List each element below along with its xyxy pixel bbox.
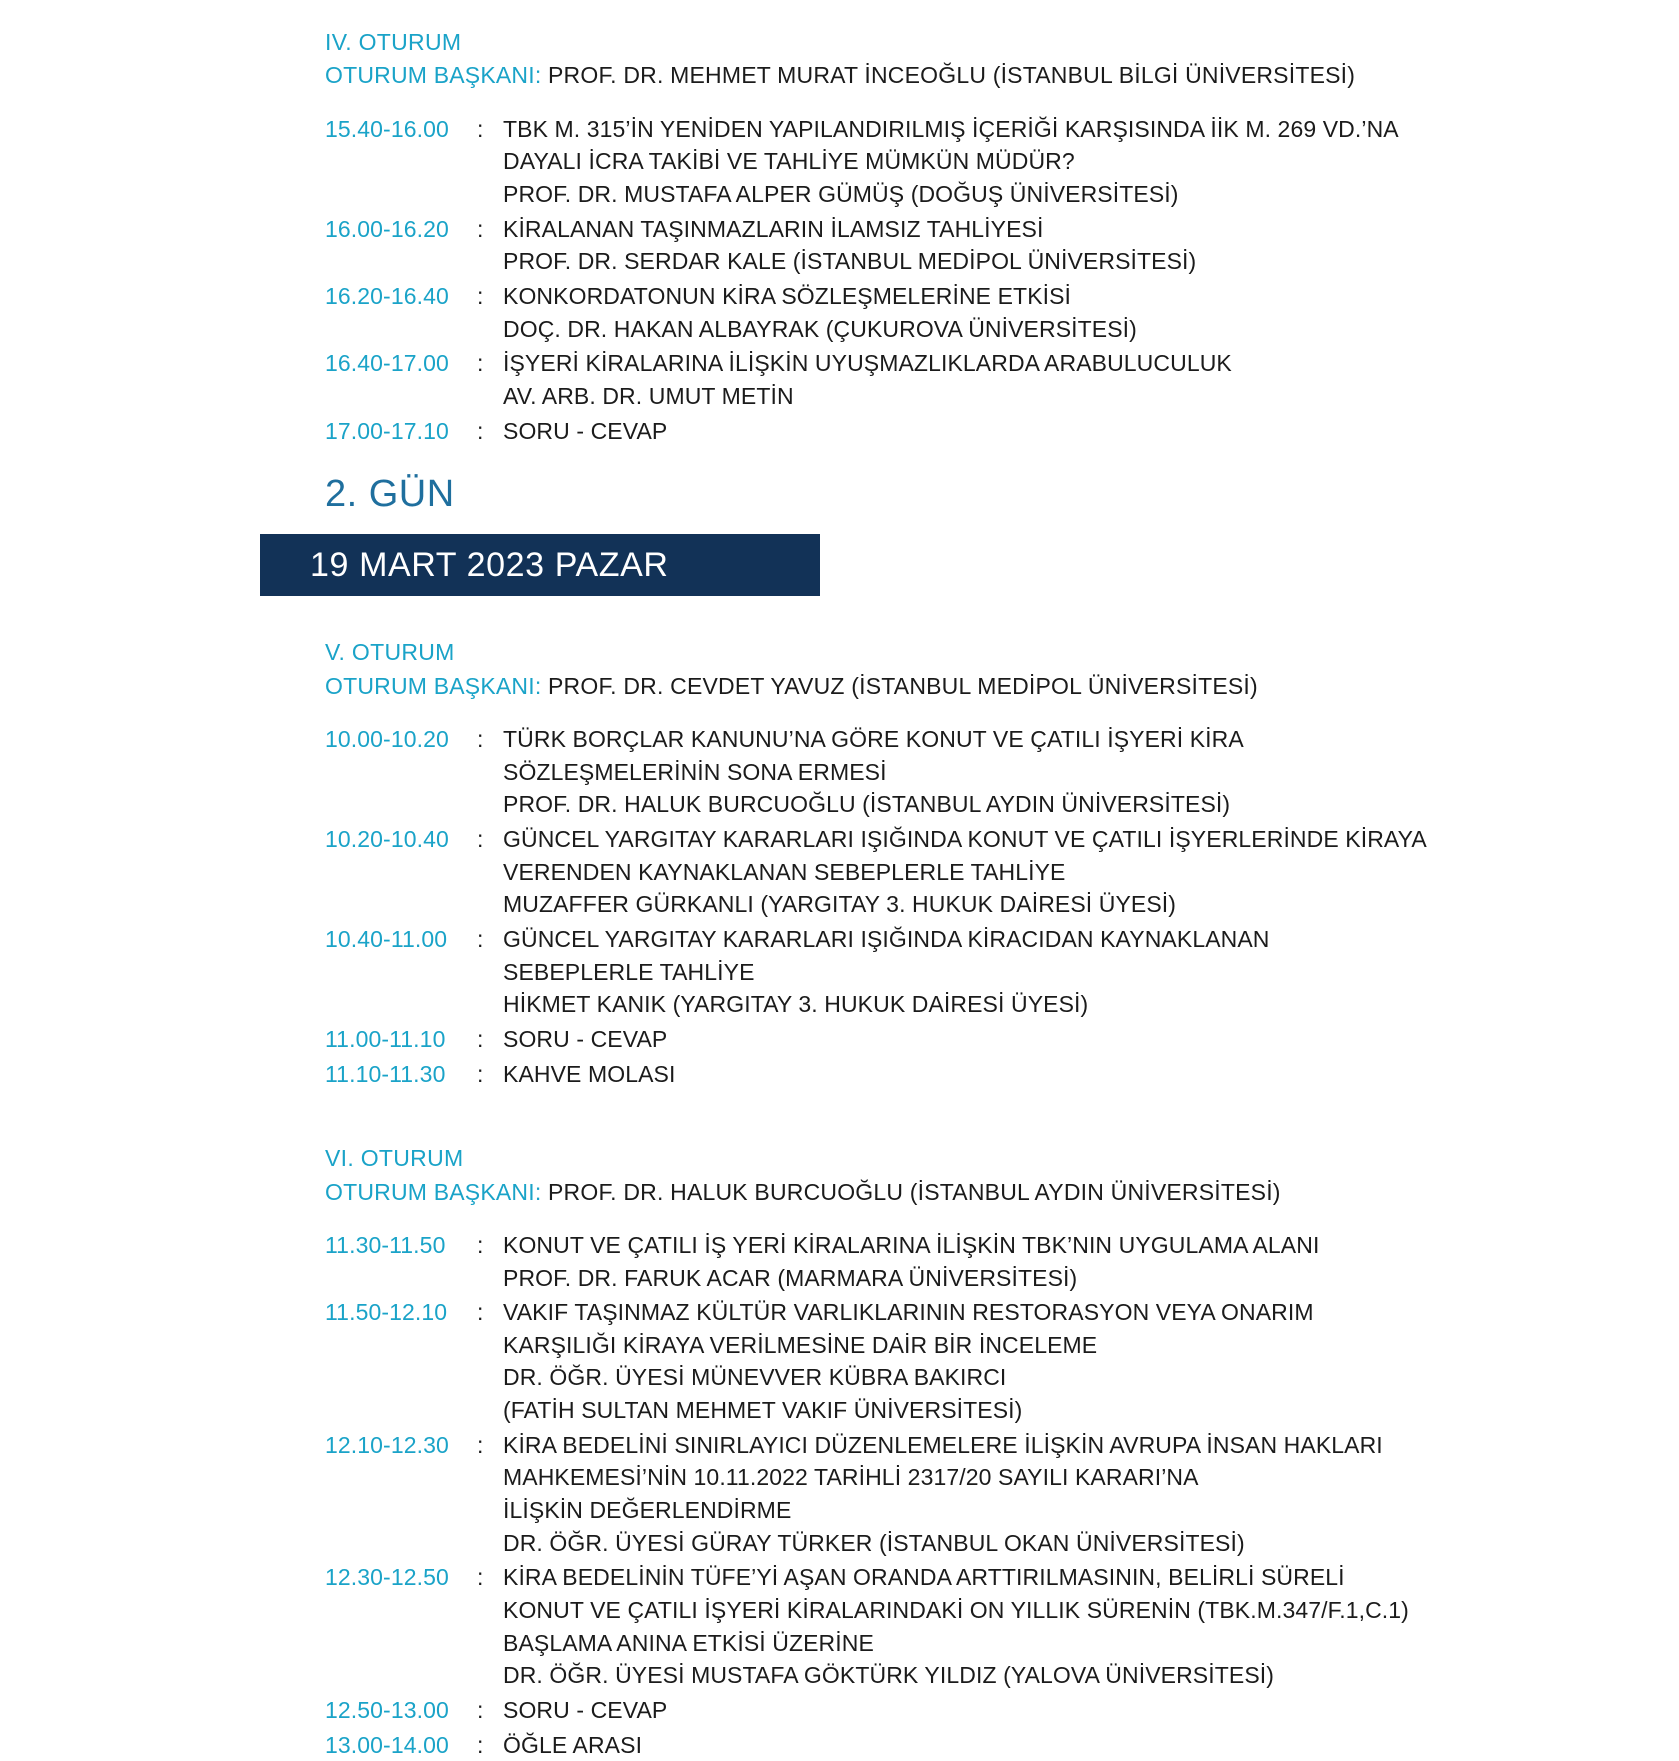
row-line: PROF. DR. SERDAR KALE (İSTANBUL MEDİPOL ÜNİVERSİTESİ) xyxy=(503,248,1197,275)
row-separator: : xyxy=(477,350,484,377)
session-title-4: IV. OTURUM xyxy=(325,29,462,55)
banner-spacer xyxy=(0,596,1679,636)
row-body xyxy=(503,1021,1427,1056)
table-row xyxy=(325,1559,1409,1692)
session-chair-4 xyxy=(325,59,1679,92)
row-line: PROF. DR. HALUK BURCUOĞLU (İSTANBUL AYDIN ÜNİVERSİTESİ) xyxy=(503,791,1231,818)
row-line: TÜRK BORÇLAR KANUNU’NA GÖRE KONUT VE ÇATILI İŞYERİ KİRA xyxy=(503,725,1244,752)
row-line: ÖĞLE ARASI xyxy=(503,1731,643,1758)
row-time: 10.40-11.00 xyxy=(325,925,448,952)
table-row xyxy=(325,821,1427,921)
row-line: HİKMET KANIK (YARGITAY 3. HUKUK DAİRESİ ÜYESİ) xyxy=(503,991,1089,1018)
row-time: 16.20-16.40 xyxy=(325,282,449,309)
row-separator: : xyxy=(477,1299,484,1326)
session-chair-5 xyxy=(325,670,1679,703)
row-line: KONUT VE ÇATILI İŞYERİ KİRALARINDAKİ ON YILLIK SÜRENİN (TBK.M.347/F.1,C.1) xyxy=(503,1597,1409,1624)
schedule-table-5 xyxy=(325,723,1427,1090)
day-label: 2. GÜN xyxy=(325,473,455,516)
table-row xyxy=(325,1294,1409,1427)
row-separator: : xyxy=(477,1731,484,1758)
row-separator: : xyxy=(477,925,484,952)
row-separator: : xyxy=(477,115,484,142)
row-body xyxy=(503,723,1427,821)
row-time: 13.00-14.00 xyxy=(325,1731,449,1758)
session-header-5 xyxy=(325,636,1679,703)
row-body xyxy=(503,278,1399,345)
table-row xyxy=(325,1727,1409,1761)
row-line: SORU - CEVAP xyxy=(503,1025,668,1052)
session-chair-name-5: PROF. DR. CEVDET YAVUZ (İSTANBUL MEDİPOL ÜNİVERSİTESİ) xyxy=(548,672,1258,699)
row-line: VERENDEN KAYNAKLANAN SEBEPLERLE TAHLİYE xyxy=(503,858,1066,885)
date-banner: 19 MART 2023 PAZAR xyxy=(260,534,820,596)
row-time: 12.10-12.30 xyxy=(325,1431,449,1458)
row-line: SORU - CEVAP xyxy=(503,1697,668,1724)
row-separator: : xyxy=(477,825,484,852)
row-time: 17.00-17.10 xyxy=(325,417,449,444)
session-chair-name-4: PROF. DR. MEHMET MURAT İNCEOĞLU (İSTANBUL BİLGİ ÜNİVERSİTESİ) xyxy=(548,62,1356,89)
row-body xyxy=(503,1056,1427,1091)
row-separator: : xyxy=(477,1564,484,1591)
row-separator: : xyxy=(477,1431,484,1458)
row-body xyxy=(503,1294,1409,1427)
row-line: MUZAFFER GÜRKANLI (YARGITAY 3. HUKUK DAİRESİ ÜYESİ) xyxy=(503,891,1177,918)
row-line: MAHKEMESİ’NİN 10.11.2022 TARİHLİ 2317/20 SAYILI KARARI’NA xyxy=(503,1464,1199,1491)
row-body xyxy=(503,1229,1409,1294)
row-time: 11.10-11.30 xyxy=(325,1060,446,1087)
row-line: KONKORDATONUN KİRA SÖZLEŞMELERİNE ETKİSİ xyxy=(503,282,1072,309)
row-line: AV. ARB. DR. UMUT METİN xyxy=(503,382,794,409)
row-line: KİRA BEDELİNİ SINIRLAYICI DÜZENLEMELERE İLİŞKİN AVRUPA İNSAN HAKLARI xyxy=(503,1431,1383,1458)
row-line: SEBEPLERLE TAHLİYE xyxy=(503,958,755,985)
row-time: 16.40-17.00 xyxy=(325,350,449,377)
session-header-4 xyxy=(325,26,1679,93)
session-chair-label-6: OTURUM BAŞKANI: xyxy=(325,1178,542,1205)
row-line: BAŞLAMA ANINA ETKİSİ ÜZERİNE xyxy=(503,1629,874,1656)
session-chair-label-4: OTURUM BAŞKANI: xyxy=(325,62,542,89)
table-row xyxy=(325,113,1399,211)
table-row xyxy=(325,723,1427,821)
row-line: PROF. DR. FARUK ACAR (MARMARA ÜNİVERSİTESİ) xyxy=(503,1264,1078,1291)
row-line: GÜNCEL YARGITAY KARARLARI IŞIĞINDA KİRACIDAN KAYNAKLANAN xyxy=(503,925,1270,952)
row-line: DR. ÖĞR. ÜYESİ MUSTAFA GÖKTÜRK YILDIZ (YALOVA ÜNİVERSİTESİ) xyxy=(503,1662,1275,1689)
row-body xyxy=(503,921,1427,1021)
row-time: 10.00-10.20 xyxy=(325,725,449,752)
row-time: 16.00-16.20 xyxy=(325,215,449,242)
table-row xyxy=(325,345,1399,412)
table-row xyxy=(325,921,1427,1021)
row-line: KİRALANAN TAŞINMAZLARIN İLAMSIZ TAHLİYESİ xyxy=(503,215,1044,242)
row-body xyxy=(503,345,1399,412)
table-row xyxy=(325,1056,1427,1091)
row-time: 11.50-12.10 xyxy=(325,1299,448,1326)
row-separator: : xyxy=(477,725,484,752)
row-time: 11.30-11.50 xyxy=(325,1231,446,1258)
row-line: (FATİH SULTAN MEHMET VAKIF ÜNİVERSİTESİ) xyxy=(503,1397,1023,1424)
row-line: SORU - CEVAP xyxy=(503,417,668,444)
table-row xyxy=(325,1692,1409,1727)
row-body xyxy=(503,211,1399,278)
schedule-table-4 xyxy=(325,113,1399,448)
row-time: 11.00-11.10 xyxy=(325,1025,446,1052)
table-row xyxy=(325,1021,1427,1056)
row-line: DAYALI İCRA TAKİBİ VE TAHLİYE MÜMKÜN MÜDÜR? xyxy=(503,148,1075,175)
session-spacer xyxy=(0,1090,1679,1142)
table-row xyxy=(325,278,1399,345)
table-row xyxy=(325,413,1399,448)
row-line: KONUT VE ÇATILI İŞ YERİ KİRALARINA İLİŞKİN TBK’NIN UYGULAMA ALANI xyxy=(503,1231,1320,1258)
row-body xyxy=(503,1692,1409,1727)
row-line: DOÇ. DR. HAKAN ALBAYRAK (ÇUKUROVA ÜNİVERSİTESİ) xyxy=(503,315,1137,342)
schedule-table-6 xyxy=(325,1229,1409,1761)
row-line: İLİŞKİN DEĞERLENDİRME xyxy=(503,1497,792,1524)
row-time: 12.30-12.50 xyxy=(325,1564,449,1591)
row-line: TBK M. 315’İN YENİDEN YAPILANDIRILMIŞ İÇERİĞİ KARŞISINDA İİK M. 269 VD.’NA xyxy=(503,115,1399,142)
session-title-6: VI. OTURUM xyxy=(325,1145,464,1172)
row-separator: : xyxy=(477,215,484,242)
session-chair-label-5: OTURUM BAŞKANI: xyxy=(325,672,542,699)
row-time: 12.50-13.00 xyxy=(325,1697,449,1724)
row-body xyxy=(503,821,1427,921)
row-separator: : xyxy=(477,417,484,444)
row-line: KAHVE MOLASI xyxy=(503,1060,676,1087)
row-line: SÖZLEŞMELERİNİN SONA ERMESİ xyxy=(503,758,887,785)
row-line: İŞYERİ KİRALARINA İLİŞKİN UYUŞMAZLIKLARDA ARABULUCULUK xyxy=(503,350,1232,377)
row-line: KİRA BEDELİNİN TÜFE’Yİ AŞAN ORANDA ARTTIRILMASININ, BELİRLİ SÜRELİ xyxy=(503,1564,1345,1591)
session-chair-6 xyxy=(325,1176,1679,1209)
row-line: DR. ÖĞR. ÜYESİ MÜNEVVER KÜBRA BAKIRCI xyxy=(503,1364,1007,1391)
row-line: DR. ÖĞR. ÜYESİ GÜRAY TÜRKER (İSTANBUL OKAN ÜNİVERSİTESİ) xyxy=(503,1529,1245,1556)
row-line: PROF. DR. MUSTAFA ALPER GÜMÜŞ (DOĞUŞ ÜNİVERSİTESİ) xyxy=(503,181,1179,207)
row-separator: : xyxy=(477,1231,484,1258)
row-separator: : xyxy=(477,1025,484,1052)
table-row xyxy=(325,1427,1409,1560)
row-time: 15.40-16.00 xyxy=(325,115,449,142)
row-line: VAKIF TAŞINMAZ KÜLTÜR VARLIKLARININ RESTORASYON VEYA ONARIM xyxy=(503,1299,1314,1326)
row-line: KARŞILIĞI KİRAYA VERİLMESİNE DAİR BİR İNCELEME xyxy=(503,1331,1098,1358)
row-body xyxy=(503,1427,1409,1560)
row-separator: : xyxy=(477,282,484,309)
session-title-5: V. OTURUM xyxy=(325,639,455,666)
row-time: 10.20-10.40 xyxy=(325,825,449,852)
top-spacer xyxy=(0,0,1679,26)
session-chair-name-6: PROF. DR. HALUK BURCUOĞLU (İSTANBUL AYDIN ÜNİVERSİTESİ) xyxy=(548,1178,1281,1205)
row-body xyxy=(503,413,1399,448)
table-row xyxy=(325,1229,1409,1294)
session-header-6 xyxy=(325,1142,1679,1209)
table-row xyxy=(325,211,1399,278)
row-body xyxy=(503,1559,1409,1692)
row-body xyxy=(503,1727,1409,1761)
row-line: GÜNCEL YARGITAY KARARLARI IŞIĞINDA KONUT VE ÇATILI İŞYERLERİNDE KİRAYA xyxy=(503,825,1427,852)
row-separator: : xyxy=(477,1697,484,1724)
row-body xyxy=(503,113,1399,211)
row-separator: : xyxy=(477,1060,484,1087)
